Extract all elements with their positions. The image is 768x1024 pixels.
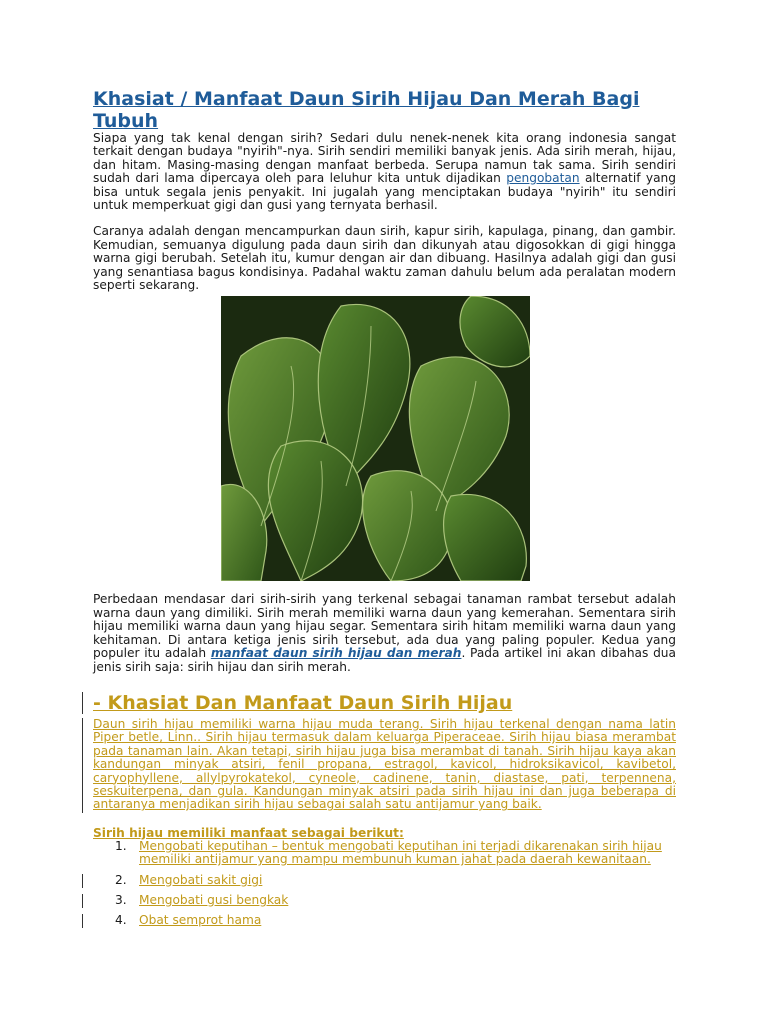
list-text: Mengobati sakit gigi (139, 872, 263, 887)
benefits-list (93, 840, 676, 928)
list-bar (82, 874, 83, 888)
benefits-subheading: Sirih hijau memiliki manfaat sebagai berikut: (93, 825, 404, 840)
section-paragraph-text: Daun sirih hijau memiliki warna hijau muda terang. Sirih hijau terkenal dengan nama latin Piper betle, Linn.. Sirih hijau termasuk dalam keluarga Piperaceae. Sirih hijau biasa merambat pada tanaman lain. Akan tetapi, sirih hijau juga bisa merambat di tanah. Sirih hijau kaya akan kandungan minyak atsiri, fenil propana, estragol, kavicol, hidroksikavicol, kavibetol, caryophyllene, allylpyrokatekol, cyneole, cadinene, tanin, diastase, pati, terpennena, seskuiterpena, dan gula. Kandungan minyak atsiri pada sirih hijau ini dan juga beberapa di antaranya menjadikan sirih hijau sebagai salah satu antijamur yang baik. (93, 716, 676, 812)
list-number: 2. (115, 872, 127, 887)
comparison-text-b: . Pada artikel ini akan dibahas dua jenis sirih saja: sirih hijau dan sirih merah. (93, 646, 676, 674)
paragraph-bar (82, 718, 83, 813)
document-page (93, 88, 676, 928)
manfaat-link[interactable]: manfaat daun sirih hijau dan merah (210, 646, 462, 661)
intro-text-b: alternatif yang bisa untuk segala jenis penyakit. Ini jugalah yang menciptakan budaya "nyirih" itu sendiri untuk memperkuat gigi dan gusi yang ternyata berhasil. (93, 171, 677, 213)
list-number: 1. (115, 838, 127, 853)
list-bar (82, 914, 83, 928)
article-title: Khasiat / Manfaat Daun Sirih Hijau Dan Merah Bagi Tubuh (93, 88, 640, 132)
list-text: Obat semprot hama (139, 913, 262, 928)
list-item (93, 914, 676, 927)
list-text: Mengobati keputihan – bentuk mengobati keputihan ini terjadi dikarenakan sirih hijau memiliki antijamur yang mampu membunuh kuman jahat pada daerah kewanitaan. (139, 838, 662, 867)
list-number: 3. (115, 892, 127, 907)
list-item (93, 840, 676, 867)
intro-text-a: Siapa yang tak kenal dengan sirih? Sedari dulu nenek-nenek kita orang indonesia sangat terkait dengan budaya "nyirih"-nya. Sirih sendiri memiliki banyak jenis. Ada sirih merah, hijau, dan hitam. Masing-masing dengan manfaat berbeda. Serupa namun tak sama. Sirih sendiri sudah dari lama dipercaya oleh para leluhur kita untuk dijadikan (93, 131, 676, 186)
intro-paragraph-1 (93, 132, 676, 212)
list-item (93, 894, 676, 907)
section-heading-wrap (93, 692, 676, 714)
list-text: Mengobati gusi bengkak (139, 892, 289, 907)
list-item (93, 874, 676, 887)
intro-paragraph-2: Caranya adalah dengan mencampurkan daun sirih, kapur sirih, kapulaga, pinang, dan gambir. Kemudian, semuanya digulung pada daun sirih dan dikunyah atau digosokkan di gigi hingga warna gigi berubah. Setelah itu, kumur dengan air dan dibuang. Hasilnya adalah gigi dan gusi yang senantiasa bagus kondisinya. Padahal waktu zaman dahulu belum ada peralatan modern seperti sekarang. (93, 224, 676, 293)
list-number: 4. (115, 913, 127, 928)
pengobatan-link[interactable]: pengobatan (506, 171, 580, 186)
heading-bar (82, 692, 83, 714)
comparison-paragraph (93, 593, 676, 673)
list-bar (82, 894, 83, 908)
betel-leaf-photo (221, 296, 530, 581)
betel-leaf-image (221, 296, 530, 581)
section-paragraph (93, 718, 676, 812)
comparison-text-a: Perbedaan mendasar dari sirih-sirih yang terkenal sebagai tanaman rambat tersebut adalah warna daun yang dimiliki. Sirih merah memiliki warna daun yang kemerahan. Sementara sirih hijau memiliki warna daun yang hijau segar. Sementara sirih hitam memiliki warna daun yang kehitaman. Di antara ketiga jenis sirih tersebut, ada dua yang paling populer. Kedua yang populer itu adalah (93, 592, 676, 661)
section-heading: - Khasiat Dan Manfaat Daun Sirih Hijau (93, 691, 513, 714)
